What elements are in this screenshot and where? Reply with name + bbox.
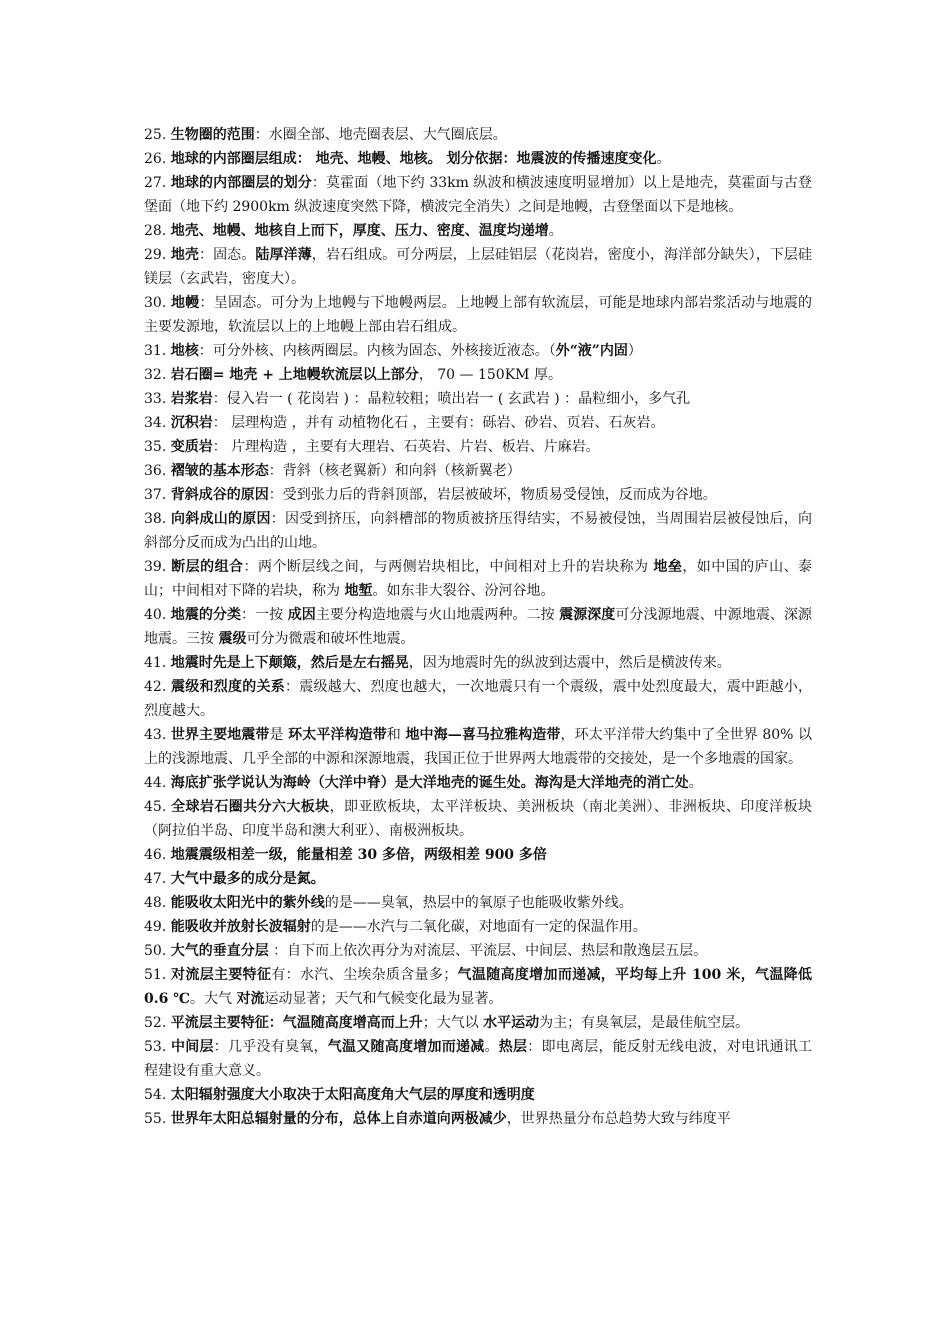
note-item-text: 39.	[144, 559, 172, 575]
note-item-bold-text: 能吸收并放射长波辐射	[170, 919, 311, 935]
note-item-bold-text: 平流层主要特征：气温随高度增高而上升	[170, 1015, 423, 1031]
note-item-text: 29.	[144, 247, 171, 263]
note-item	[144, 507, 812, 555]
note-item-bold-text: 大气中最多的成分是氮。	[170, 871, 325, 887]
note-item	[144, 651, 812, 675]
note-item-text: ， 70 — 150KM 厚。	[418, 367, 562, 383]
note-item-text: ，如中国的庐山、泰山；中间相对下降的岩块，称为	[144, 559, 813, 599]
note-item-text: 48.	[144, 895, 171, 911]
note-item-text: 27.	[144, 175, 171, 191]
note-item-text: 25.	[144, 127, 171, 143]
note-item	[144, 387, 812, 411]
note-item-text: ，世界热量分布总趋势大致与纬度平	[506, 1111, 731, 1127]
note-item	[144, 291, 812, 339]
note-item-text: 31.	[144, 343, 171, 359]
note-item-text: 32.	[144, 367, 171, 383]
note-item	[144, 363, 812, 387]
note-item-text: 38.	[144, 511, 171, 527]
note-item-text: 37.	[144, 487, 171, 503]
note-item-bold-text: 陆厚洋薄	[255, 247, 312, 263]
note-item-bold-text: 褶皱的基本形态	[170, 463, 269, 479]
note-item-bold-text: 地球的内部圈层的划分	[170, 175, 312, 191]
note-item-bold-text: 震级	[218, 631, 247, 647]
note-item	[144, 867, 812, 891]
note-item	[144, 771, 812, 795]
note-item-text: ，岩石组成。可分两层，上层硅铝层（花岗岩，密度小，海洋部分缺失），下层硅镁层（玄武岩，密度大）。	[144, 247, 813, 287]
note-item-bold-text: 气温随高度增加而递减，平均每上升 100 米，气温降低 0.6 ℃	[144, 967, 813, 1007]
note-item-text: 。	[688, 775, 703, 791]
note-item-text: ：呈固态。可分为上地幔与下地幔两层。上地幔上部有软流层，可能是地球内部岩浆活动与地震的主要发源地，软流层以上的上地幔上部由岩石组成。	[144, 295, 813, 335]
note-item-text: 运动显著；天气和气候变化最为显著。	[264, 991, 503, 1007]
note-item-text: ：固态。	[199, 247, 256, 263]
note-item-text: 47.	[144, 871, 171, 887]
note-item-text: 55.	[144, 1111, 171, 1127]
note-item-text: ： 片理构造 ，主要有大理岩、石英岩、片岩、板岩、片麻岩。	[212, 439, 600, 455]
note-item-text: 53.	[144, 1039, 171, 1055]
note-item-bold-text: 外“液”内固	[555, 343, 628, 359]
note-item	[144, 1035, 812, 1083]
note-item	[144, 435, 812, 459]
note-item	[144, 795, 812, 843]
note-item-bold-text: 地震震级相差一级，能量相差 30 多倍，两级相差 900 多倍	[170, 847, 547, 863]
note-item-text: 。如东非大裂谷、汾河谷地。	[372, 583, 555, 599]
note-item-text: 。	[656, 151, 671, 167]
note-item-bold-text: 中间层	[170, 1039, 214, 1055]
note-item-bold-text: 环太平洋构造带	[288, 727, 387, 743]
note-item-text: ： 层理构造 ，并有 动植物化石 ，主要有：砾岩、砂岩、页岩、石灰岩。	[212, 415, 665, 431]
note-item-bold-text: 生物圈的范围	[170, 127, 255, 143]
note-item	[144, 1083, 812, 1107]
note-item-bold-text: 气温又随高度增加而递减	[327, 1039, 485, 1055]
note-item-text: ：受到张力后的背斜顶部，岩层被破坏，物质易受侵蚀，反而成为谷地。	[268, 487, 717, 503]
note-item-text: 34.	[144, 415, 171, 431]
note-item-bold-text: 地震的分类	[170, 607, 242, 623]
note-item-text: ）	[627, 343, 642, 359]
note-item-text: 41.	[144, 655, 171, 671]
note-item-bold-text: 大气的垂直分层	[170, 943, 269, 959]
note-item	[144, 459, 812, 483]
note-item	[144, 939, 812, 963]
note-item-text: 43.	[144, 727, 171, 743]
note-item-bold-text: 地壳、地幔、地核自上而下，厚度、压力、密度、温度均递增	[170, 223, 549, 239]
note-item	[144, 555, 812, 603]
note-item	[144, 843, 812, 867]
note-item-bold-text: 地核	[170, 343, 199, 359]
note-item-bold-text: 太阳辐射强度大小取决于太阳高度角大气层的厚度和透明度	[170, 1087, 535, 1103]
note-item	[144, 891, 812, 915]
note-item-bold-text: 沉积岩	[170, 415, 213, 431]
note-item	[144, 603, 812, 651]
note-item-text: 52.	[144, 1015, 171, 1031]
note-item	[144, 723, 812, 771]
note-item-text: ：莫霍面（地下约 33km 纵波和横波速度明显增加）以上是地壳，莫霍面与古登堡面（地下约 2900km 纵波速度突然下降，横波完全消失）之间是地幔，古登堡面以下是地核。	[144, 175, 812, 215]
note-item-bold-text: 背斜成谷的原因	[170, 487, 269, 503]
note-item-bold-text: 变质岩	[170, 439, 213, 455]
note-item-bold-text: 能吸收太阳光中的紫外线	[170, 895, 325, 911]
note-item	[144, 1107, 812, 1131]
note-item-bold-text: 岩石圈= 地壳 + 上地幔软流层以上部分	[170, 367, 419, 383]
note-item-text: ：可分外核、内核两圈层。内核为固态、外核接近液态。（	[198, 343, 556, 359]
note-item	[144, 123, 812, 147]
note-item-bold-text: 地球的内部圈层组成： 地壳、地幔、地核。 划分依据：地震波的传播速度变化	[170, 151, 657, 167]
note-item	[144, 483, 812, 507]
note-item-text: 的是——臭氧，热层中的氧原子也能吸收紫外线。	[324, 895, 633, 911]
note-item-text: 是	[269, 727, 289, 743]
note-item-text: 49.	[144, 919, 171, 935]
note-item-text: 。	[484, 1039, 499, 1055]
note-item-text: 44.	[144, 775, 171, 791]
note-item-text: 33.	[144, 391, 171, 407]
note-item-bold-text: 地垒	[653, 559, 683, 575]
note-item-text: ：即电离层，能反射无线电波，对电讯通讯工程建设有重大意义。	[144, 1039, 813, 1079]
note-item-text: 主要分构造地震与火山地震两种。二按	[315, 607, 560, 623]
note-item-bold-text: 震源深度	[559, 607, 616, 623]
note-item-text: ：水圈全部、地壳圈表层、大气圈底层。	[254, 127, 507, 143]
note-item-text: ，环太平洋带大约集中了全世界 80% 以上的浅源地震、几乎全部的中源和深源地震，我国正位于世界两大地震带的交接处，是一个多地震的国家。	[144, 727, 813, 767]
note-item-bold-text: 地震时先是上下颠簸，然后是左右摇晃	[170, 655, 409, 671]
note-item-text: ，即亚欧板块，太平洋板块、美洲板块（南北美洲）、非洲板块、印度洋板块（阿拉伯半岛、印度半岛和澳大利亚）、南极洲板块。	[144, 799, 812, 839]
note-item	[144, 1011, 812, 1035]
note-item	[144, 339, 812, 363]
note-item-bold-text: 全球岩石圈共分六大板块	[171, 799, 330, 815]
note-item-text: ：两个断层线之间，与两侧岩块相比，中间相对上升的岩块称为	[243, 559, 654, 575]
note-item-bold-text: 岩浆岩	[170, 391, 213, 407]
note-item-text: 。	[548, 223, 563, 239]
note-item-bold-text: 震级和烈度的关系	[170, 679, 285, 695]
note-item-text: 26.	[144, 151, 171, 167]
note-item-text: 36.	[144, 463, 171, 479]
note-item-text: ：一按	[241, 607, 288, 623]
note-item-bold-text: 断层的组合	[171, 559, 244, 575]
note-item	[144, 963, 812, 1011]
note-item	[144, 675, 812, 723]
note-item-text: 。大气	[190, 991, 237, 1007]
note-item-text: 可分浅源地震、中源地震、深源地震。三按	[144, 607, 813, 647]
note-item	[144, 219, 812, 243]
note-item	[144, 147, 812, 171]
note-item-text: 30.	[144, 295, 171, 311]
note-item	[144, 171, 812, 219]
note-item-text: ：震级越大、烈度也越大，一次地震只有一个震级，震中处烈度最大，震中距越小，烈度越大。	[144, 679, 813, 719]
note-item-text: 45.	[144, 799, 172, 815]
note-item-text: 50.	[144, 943, 171, 959]
document-body	[144, 123, 812, 1131]
note-item	[144, 915, 812, 939]
note-item-bold-text: 对流层主要特征	[171, 967, 272, 983]
note-item-bold-text: 热层	[498, 1039, 528, 1055]
note-item-text: 51.	[144, 967, 172, 983]
note-item-bold-text: 向斜成山的原因	[170, 511, 271, 527]
note-item-text: ：侵入岩一 ( 花岗岩 ) ：晶粒较粗；喷出岩一 ( 玄武岩 ) ：晶粒细小，多气孔	[212, 391, 691, 407]
note-item-bold-text: 海底扩张学说认为海岭（大洋中脊）是大洋地壳的诞生处。海沟是大洋地壳的消亡处	[170, 775, 689, 791]
note-item-bold-text: 世界主要地震带	[170, 727, 270, 743]
note-item-text: 54.	[144, 1087, 171, 1103]
note-item-text: 和	[386, 727, 406, 743]
note-item-text: 28.	[144, 223, 171, 239]
note-item-bold-text: 地中海—喜马拉雅构造带	[405, 727, 561, 743]
note-item-text: 40.	[144, 607, 171, 623]
note-item-text: ，因为地震时先的纵波到达震中，然后是横波传来。	[408, 655, 731, 671]
note-item-text: 有：水汽、尘埃杂质含量多；	[271, 967, 458, 983]
note-item-bold-text: 对流	[236, 991, 265, 1007]
note-item	[144, 411, 812, 435]
note-item-bold-text: 世界年太阳总辐射量的分布，总体上自赤道向两极减少	[170, 1111, 507, 1127]
note-item-bold-text: 地壳	[170, 247, 199, 263]
note-item-text: ：几乎没有臭氧，	[213, 1039, 328, 1055]
note-item-bold-text: 成因	[287, 607, 316, 623]
note-item-text: 为主；有臭氧层，是最佳航空层。	[539, 1015, 750, 1031]
note-item-text: 46.	[144, 847, 171, 863]
note-item-bold-text: 地幔	[170, 295, 200, 311]
note-item-text: 可分为微震和破坏性地震。	[246, 631, 415, 647]
note-item-text: 42.	[144, 679, 171, 695]
note-item-text: ：背斜（核老翼新）和向斜（核新翼老）	[268, 463, 521, 479]
note-item-text: 的是——水汽与二氧化碳，对地面有一定的保温作用。	[310, 919, 647, 935]
note-item-text: 35.	[144, 439, 171, 455]
note-item-text: ；大气以	[422, 1015, 484, 1031]
note-item	[144, 243, 812, 291]
note-item-text: ：因受到挤压，向斜槽部的物质被挤压得结实，不易被侵蚀，当周围岩层被侵蚀后，向斜部分反而成为凸出的山地。	[144, 511, 813, 551]
note-item-bold-text: 地堑	[344, 583, 373, 599]
note-item-text: ：自下而上依次再分为对流层、平流层、中间层、热层和散逸层五层。	[268, 943, 708, 959]
note-item-bold-text: 水平运动	[483, 1015, 540, 1031]
